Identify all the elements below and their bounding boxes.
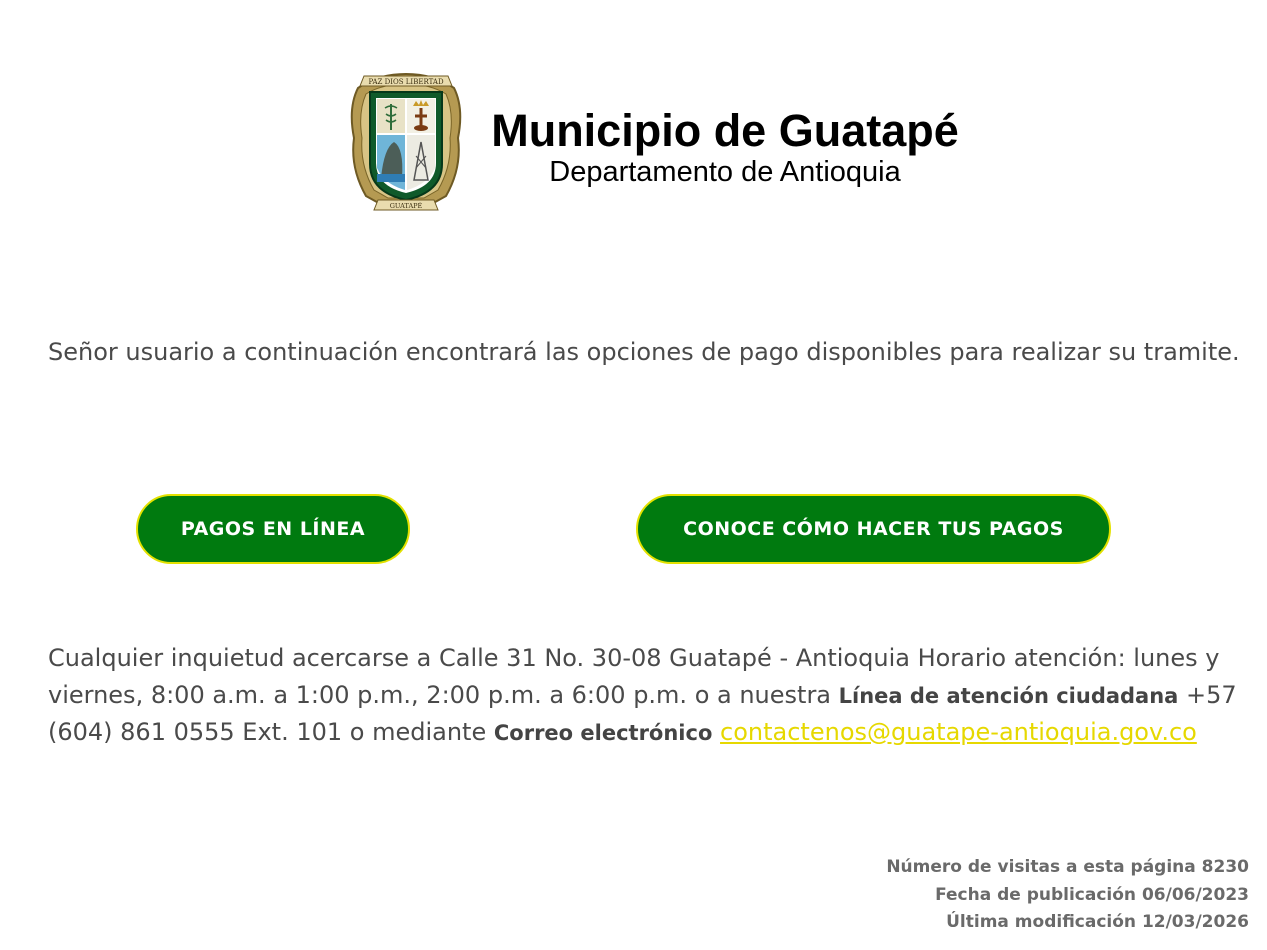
email-label: Correo electrónico <box>493 721 713 745</box>
page-metadata <box>886 854 1249 937</box>
crest-motto: PAZ DIOS LIBERTAD <box>368 78 444 86</box>
crest-logo <box>344 68 468 216</box>
publication-date: Fecha de publicación 06/06/2023 <box>935 884 1249 905</box>
page-subtitle: Departamento de Antioquia <box>549 156 901 188</box>
crest-banner: GUATAPÉ <box>389 202 423 210</box>
page-title: Municipio de Guatapé <box>491 105 959 156</box>
page-header <box>344 68 984 218</box>
title-block <box>490 106 970 188</box>
email-link[interactable]: contactenos@guatape-antioquia.gov.co <box>720 718 1197 746</box>
hotline-label: Línea de atención ciudadana <box>838 683 1179 708</box>
contact-text-2: +57 (604) 861 0555 Ext. 101 o mediante <box>48 680 1237 746</box>
intro-text: Señor usuario a continuación encontrará las opciones de pago disponibles para realizar su tramite. <box>48 338 1240 366</box>
contact-text-1: Cualquier inquietud acercarse a Calle 31 No. 30-08 Guatapé - Antioquia Horario atención: lunes y viernes, 8:00 a.m. a 1:00 p.m., 2:00 p.m. a 6:00 p.m. o a nuestra <box>48 644 1220 709</box>
modification-date: Última modificación 12/03/2026 <box>946 912 1249 932</box>
online-payments-button[interactable]: PAGOS EN LÍNEA <box>136 494 410 564</box>
how-to-pay-button[interactable]: CONOCE CÓMO HACER TUS PAGOS <box>636 494 1111 564</box>
visit-counter: Número de visitas a esta página 8230 <box>886 857 1249 877</box>
contact-info <box>48 640 1248 752</box>
